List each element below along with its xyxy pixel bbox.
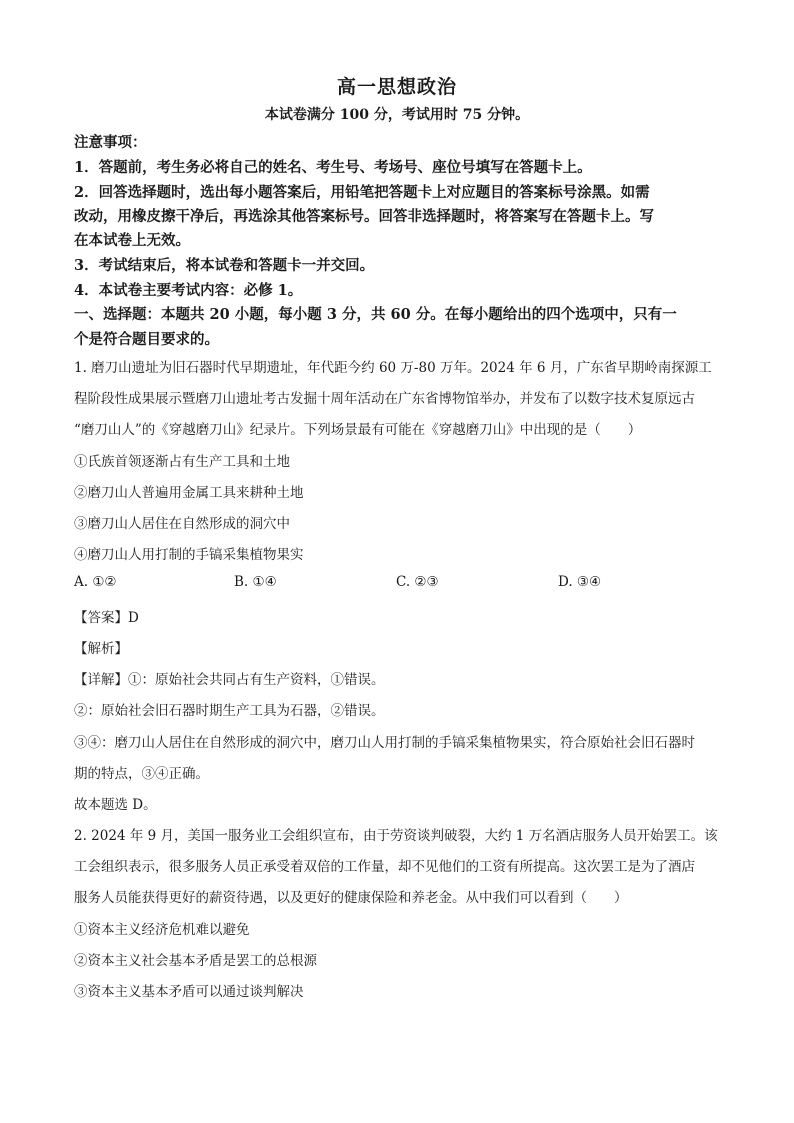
q1-option-a: A. ①② xyxy=(74,574,117,590)
q2-stem-line-3: 服务人员能获得更好的薪资待遇，以及更好的健康保险和养老金。从中我们可以看到（ ） xyxy=(74,890,628,906)
q1-option-c: C. ②③ xyxy=(396,574,439,590)
q1-answer: 【答案】D xyxy=(74,610,139,626)
q2-stem-line-2: 工会组织表示，很多服务人员正承受着双倍的工作量，却不见他们的工资有所提高。这次罢工是为了酒店 xyxy=(74,859,695,875)
section-heading-line-1: 一、选择题：本题共 20 小题，每小题 3 分，共 60 分。在每小题给出的四个选项中，只有一 xyxy=(74,306,677,323)
q1-statement-1: ①氏族首领逐渐占有生产工具和土地 xyxy=(74,454,290,470)
q1-option-b: B. ①④ xyxy=(234,574,277,590)
q1-analysis-label: 【解析】 xyxy=(74,641,128,657)
q1-conclusion: 故本题选 D。 xyxy=(74,797,157,813)
exam-info: 本试卷满分 100 分，考试用时 75 分钟。 xyxy=(264,107,530,123)
notice-item-2-line-1: 2．回答选择题时，选出每小题答案后，用铅笔把答题卡上对应题目的答案标号涂黑。如需 xyxy=(74,184,650,201)
notice-item-2-line-3: 在本试卷上无效。 xyxy=(74,232,190,249)
notice-item-4: 4．本试卷主要考试内容：必修 1。 xyxy=(74,282,303,299)
q1-statement-4: ④磨刀山人用打制的手镐采集植物果实 xyxy=(74,547,304,563)
q1-statement-2: ②磨刀山人普遍用金属工具来耕种土地 xyxy=(74,485,304,501)
q1-stem-line-1: 1. 磨刀山遗址为旧石器时代早期遗址，年代距今约 60 万-80 万年。2024 年 6 月，广东省早期岭南探源工 xyxy=(74,360,712,376)
q2-statement-3: ③资本主义基本矛盾可以通过谈判解决 xyxy=(74,984,304,1000)
q2-stem-line-1: 2. 2024 年 9 月，美国一服务业工会组织宣布，由于劳资谈判破裂，大约 1 万名酒店服务人员开始罢工。该 xyxy=(74,828,718,844)
notice-item-1: 1．答题前，考生务必将自己的姓名、考生号、考场号、座位号填写在答题卡上。 xyxy=(74,159,592,176)
q1-detail-1: 【详解】①：原始社会共同占有生产资料，①错误。 xyxy=(74,672,385,688)
q1-stem-line-3: “磨刀山人”的《穿越磨刀山》纪录片。下列场景最有可能在《穿越磨刀山》中出现的是（ ） xyxy=(74,422,642,438)
q1-detail-3-line-2: 期的特点，③④正确。 xyxy=(74,766,209,782)
q1-detail-3-line-1: ③④：磨刀山人居住在自然形成的洞穴中，磨刀山人用打制的手镐采集植物果实，符合原始社会旧石器时 xyxy=(74,735,695,751)
q1-option-d: D. ③④ xyxy=(558,574,602,590)
q1-stem-line-2: 程阶段性成果展示暨磨刀山遗址考古发掘十周年活动在广东省博物馆举办，并发布了以数字技术复原远古 xyxy=(74,391,695,407)
q1-statement-3: ③磨刀山人居住在自然形成的洞穴中 xyxy=(74,516,290,532)
section-heading-line-2: 个是符合题目要求的。 xyxy=(74,331,219,348)
q2-statement-2: ②资本主义社会基本矛盾是罢工的总根源 xyxy=(74,953,317,969)
notice-item-2-line-2: 改动，用橡皮擦干净后，再选涂其他答案标号。回答非选择题时，将答案写在答题卡上。写 xyxy=(74,208,654,225)
notice-heading: 注意事项： xyxy=(74,134,147,151)
page-title: 高一思想政治 xyxy=(336,76,457,98)
q2-statement-1: ①资本主义经济危机难以避免 xyxy=(74,922,250,938)
notice-item-3: 3．考试结束后，将本试卷和答题卡一并交回。 xyxy=(74,257,375,274)
q1-detail-2: ②：原始社会旧石器时期生产工具为石器，②错误。 xyxy=(74,703,385,719)
